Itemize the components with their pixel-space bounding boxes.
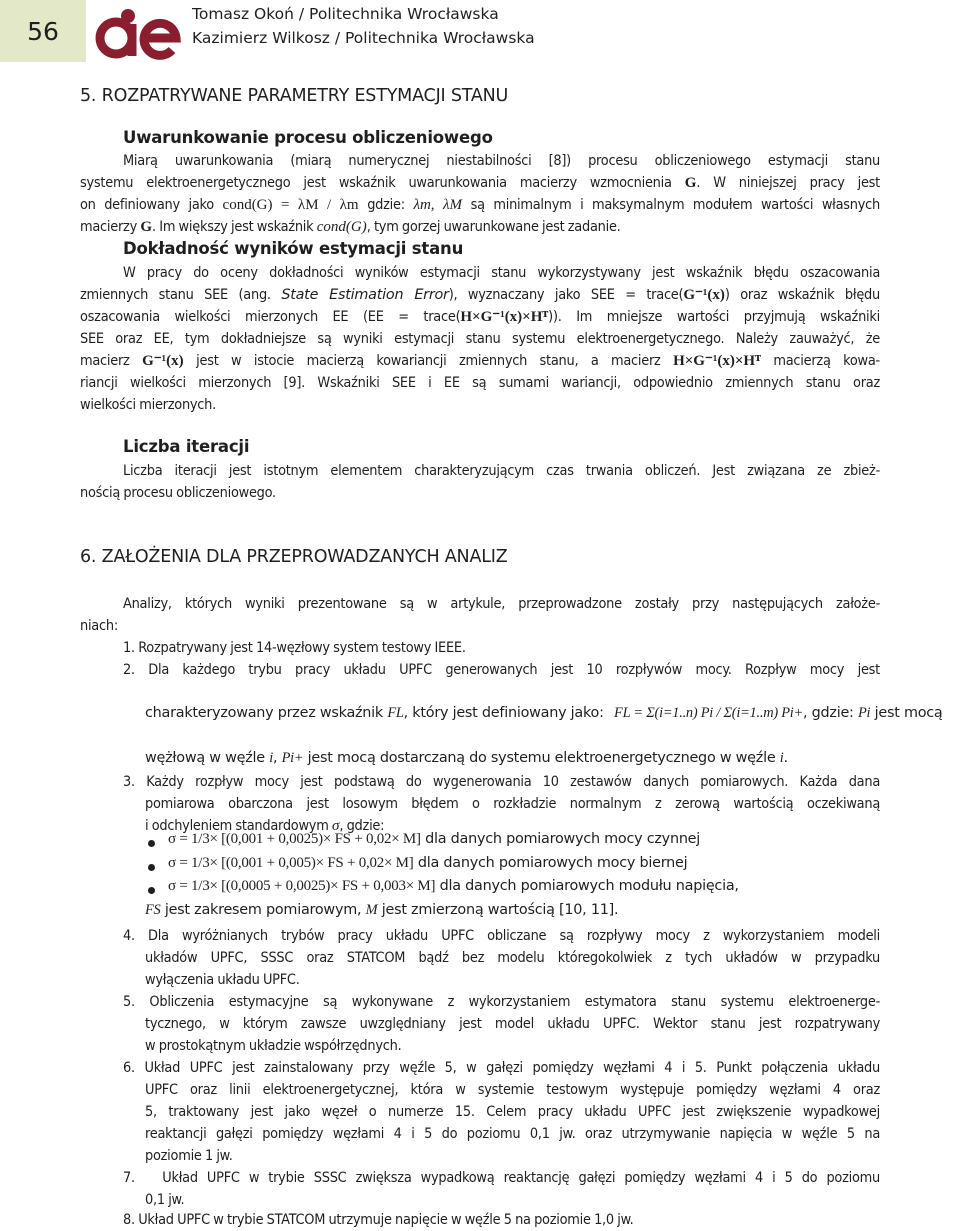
- ee-expression: H×G⁻¹(x)×Hᵀ: [460, 309, 549, 325]
- para-line: 3. Każdy rozpływ mocy jest podstawą do wygenerowania 10 zestawów danych pomiarowych. Każda dana: [123, 774, 880, 790]
- assumption-item-7: [123, 1167, 880, 1211]
- bullet-item-voltage: [168, 878, 739, 895]
- text: ), wyznaczany jako SEE = trace(: [448, 287, 684, 303]
- fl-symbol: FL: [387, 705, 404, 721]
- cond-g: cond(G): [316, 219, 367, 235]
- para-line: w prostokątnym układzie współrzędnych.: [145, 1038, 402, 1054]
- text: wężłową w węźle: [145, 750, 265, 766]
- text: gdzie:: [367, 197, 405, 213]
- para-line: wielkości mierzonych.: [80, 397, 216, 413]
- para-line: 5, traktowany jest jako węzeł o numerze 15. Celem pracy układu UPFC jest zwiększenie wypadkowej: [145, 1104, 880, 1120]
- italic-term: State Estimation Error: [281, 287, 449, 303]
- text: systemu elektroenergetycznego jest wskaźnik uwarunkowania macierzy wzmocnienia: [80, 175, 685, 191]
- para-line: [80, 172, 880, 194]
- subsection-accuracy-title: Dokładność wyników estymacji stanu: [123, 239, 464, 258]
- g-inverse: G⁻¹(x): [142, 353, 184, 369]
- bullet-dot: [148, 887, 155, 894]
- text: )). Im mniejsze wartości przyjmują wskaźniki: [548, 309, 880, 325]
- para-line: 6. Układ UPFC jest zainstalowany przy węźle 5, w gałęzi pomiędzy węzłami 4 i 5. Punkt połączenia układu: [123, 1060, 880, 1076]
- text: . W niniejszej pracy jest: [696, 175, 881, 191]
- para-line: 7. Układ UPFC w trybie SSSC zwiększa wypadkową reaktancję gałęzi pomiędzy węzłami 4 i 5 do poziomu: [123, 1170, 880, 1186]
- fl-formula: FL = Σ(i=1..n) Pi / Σ(i=1..m) Pi+: [614, 705, 803, 721]
- bullet-text: dla danych pomiarowych mocy czynnej: [425, 831, 701, 847]
- iterations-paragraph: [80, 460, 880, 504]
- para-line: [80, 194, 880, 216]
- para-line: SEE oraz EE, tym dokładniejsze są wyniki estymacji stanu systemu elektroenergetycznego. Należy zauważyć, że: [80, 331, 880, 347]
- lambda-symbols: λm, λM: [413, 197, 462, 213]
- accuracy-paragraph: [80, 262, 880, 416]
- text: zmiennych stanu SEE (ang.: [80, 287, 282, 303]
- para-line: wyłączenia układu UPFC.: [145, 972, 300, 988]
- subsection-iterations-title: Liczba iteracji: [123, 437, 250, 456]
- text: jest mocą: [874, 705, 943, 721]
- hgh-expression: H×G⁻¹(x)×Hᵀ: [673, 353, 761, 369]
- para-line: [80, 216, 880, 238]
- text: i odchyleniem standardowym: [145, 818, 329, 834]
- text: , gdzie:: [339, 818, 385, 834]
- see-expression: G⁻¹(x): [683, 287, 725, 303]
- para-line: Liczba iteracji jest istotnym elementem charakteryzującym czas trwania obliczeń. Jest związana ze zbież-: [123, 463, 880, 479]
- para-line: [80, 284, 880, 306]
- bullet-item-active-power: [168, 831, 700, 848]
- fs-symbol: FS: [145, 902, 161, 918]
- author-2: Kazimierz Wilkosz / Politechnika Wrocławska: [192, 29, 535, 47]
- assumption-item-8: 8. Układ UPFC w trybie STATCOM utrzymuje napięcie w węźle 5 na poziomie 1,0 jw.: [123, 1212, 634, 1228]
- para-line: [80, 350, 880, 372]
- para-line: 0,1 jw.: [145, 1192, 185, 1208]
- text: macierzy: [80, 219, 141, 235]
- cond-formula: cond(G) = λM / λm: [222, 197, 359, 213]
- assumption-item-5: [123, 991, 880, 1057]
- m-symbol: M: [365, 902, 378, 918]
- para-line: tycznego, w którym zawsze uwzględniany jest model układu UPFC. Wektor stanu jest rozpatrywany: [145, 1016, 880, 1032]
- para-line: Analizy, których wyniki prezentowane są w artykule, przeprowadzone zostały przy następujących założe-: [123, 596, 880, 612]
- text: . Im większy jest wskaźnik: [152, 219, 317, 235]
- para-line: nością procesu obliczeniowego.: [80, 485, 276, 501]
- text: są minimalnym i maksymalnym modułem wartości własnych: [470, 197, 880, 213]
- text: jest zakresem pomiarowym,: [164, 902, 362, 918]
- text: jest mocą dostarczaną do systemu elektroenergetycznego w węźle: [307, 750, 776, 766]
- text: jest w istocie macierzą kowariancji zmiennych stanu, a macierz: [183, 353, 674, 369]
- text: , który jest definiowany jako:: [403, 705, 604, 721]
- matrix-g: G: [684, 175, 697, 191]
- journal-logo: [92, 4, 182, 64]
- assumption-item-2: 2. Dla każdego trybu pracy układu UPFC generowanych jest 10 rozpływów mocy. Rozpływ mocy jest: [123, 662, 880, 678]
- para-line: Miarą uwarunkowania (miarą numerycznej niestabilności [8]) procesu obliczeniowego estymacji stanu: [123, 153, 880, 169]
- para-line: UPFC oraz linii elektroenergetycznej, która w systemie testowym występuje pomiędzy węzłami 4 oraz: [145, 1082, 880, 1098]
- para-line: riancji wielkości mierzonych [9]. Wskaźniki SEE i EE są sumami wariancji, odpowiednio zmiennych stanu oraz: [80, 375, 880, 391]
- section-6-title: 6. ZAŁOŻENIA DLA PRZEPROWADZANYCH ANALIZ: [80, 547, 508, 567]
- bullet-dot: [148, 864, 155, 871]
- para-line: niach:: [80, 618, 118, 634]
- para-line: reaktancji gałęzi pomiędzy węzłami 4 i 5 do poziomu 0,1 jw. oraz utrzymywanie napięcia w węźle 5 na: [145, 1126, 880, 1142]
- subsection-conditioning-title: Uwarunkowanie procesu obliczeniowego: [123, 128, 493, 147]
- matrix-g: G: [140, 219, 153, 235]
- assumption-item-6: [123, 1057, 880, 1167]
- para-line: 4. Dla wyróżnianych trybów pracy układu UPFC obliczane są rozpływy mocy z wykorzystaniem modeli: [123, 928, 880, 944]
- node-i-symbol: i: [269, 750, 273, 766]
- assumption-item-4: [123, 925, 880, 991]
- author-list: [192, 2, 535, 50]
- pi-symbol: Pi: [858, 705, 871, 721]
- text: , tym gorzej uwarunkowane jest zadanie.: [366, 219, 621, 235]
- item-2-line-2: [145, 705, 943, 722]
- item-3-last-line: [145, 902, 618, 919]
- sigma-formula: σ = 1/3× [(0,001 + 0,005)× FS + 0,02× M]: [168, 855, 414, 871]
- pplus-symbol: Pi+: [281, 750, 304, 766]
- conditioning-paragraph: [80, 150, 880, 238]
- sigma-symbol: σ: [331, 818, 340, 834]
- node-i-symbol: i: [779, 750, 784, 766]
- text: oszacowania wielkości mierzonych EE (EE = trace(: [80, 309, 461, 325]
- assumption-item-3: [123, 771, 880, 837]
- assumptions-intro: [80, 593, 880, 637]
- sigma-formula: σ = 1/3× [(0,001 + 0,0025)× FS + 0,02× M]: [168, 831, 421, 847]
- para-line: poziomie 1 jw.: [145, 1148, 233, 1164]
- text: on definiowany jako: [80, 197, 214, 213]
- item-2-line-3: wężłową w węźle i, Pi+ jest mocą dostarczaną do systemu elektroenergetycznego w węźle i.: [145, 750, 788, 766]
- bullet-text: dla danych pomiarowych mocy biernej: [417, 855, 688, 871]
- text: jest zmierzoną wartością [10, 11].: [381, 902, 619, 918]
- bullet-item-reactive-power: [168, 855, 687, 872]
- para-line: W pracy do oceny dokładności wyników estymacji stanu wykorzystywany jest wskaźnik błędu oszacowania: [123, 265, 880, 281]
- sigma-formula: σ = 1/3× [(0,0005 + 0,0025)× FS + 0,003× M]: [168, 878, 436, 894]
- para-line: [80, 306, 880, 328]
- bullet-dot: [148, 840, 155, 847]
- text: charakteryzowany przez wskaźnik: [145, 705, 384, 721]
- text: , gdzie:: [802, 705, 854, 721]
- section-5-title: 5. ROZPATRYWANE PARAMETRY ESTYMACJI STANU: [80, 86, 509, 106]
- para-line: pomiarowa obarczona jest losowym błędem o rozkładzie normalnym z zerową wartością oczekiwaną: [145, 796, 880, 812]
- bullet-text: dla danych pomiarowych modułu napięcia,: [439, 878, 739, 894]
- text: ) oraz wskaźnik błędu: [724, 287, 880, 303]
- text: macierzą kowa-: [760, 353, 880, 369]
- para-line: 5. Obliczenia estymacyjne są wykonywane z wykorzystaniem estymatora stanu systemu elektroenerge-: [123, 994, 880, 1010]
- page-number: 56: [0, 0, 86, 62]
- assumption-item-1: 1. Rozpatrywany jest 14-węzłowy system testowy IEEE.: [123, 640, 466, 656]
- author-1: Tomasz Okoń / Politechnika Wrocławska: [192, 5, 499, 23]
- text: macierz: [80, 353, 143, 369]
- para-line: układów UPFC, SSSC oraz STATCOM bądź bez modelu któregokolwiek z tych układów w przypadku: [145, 950, 880, 966]
